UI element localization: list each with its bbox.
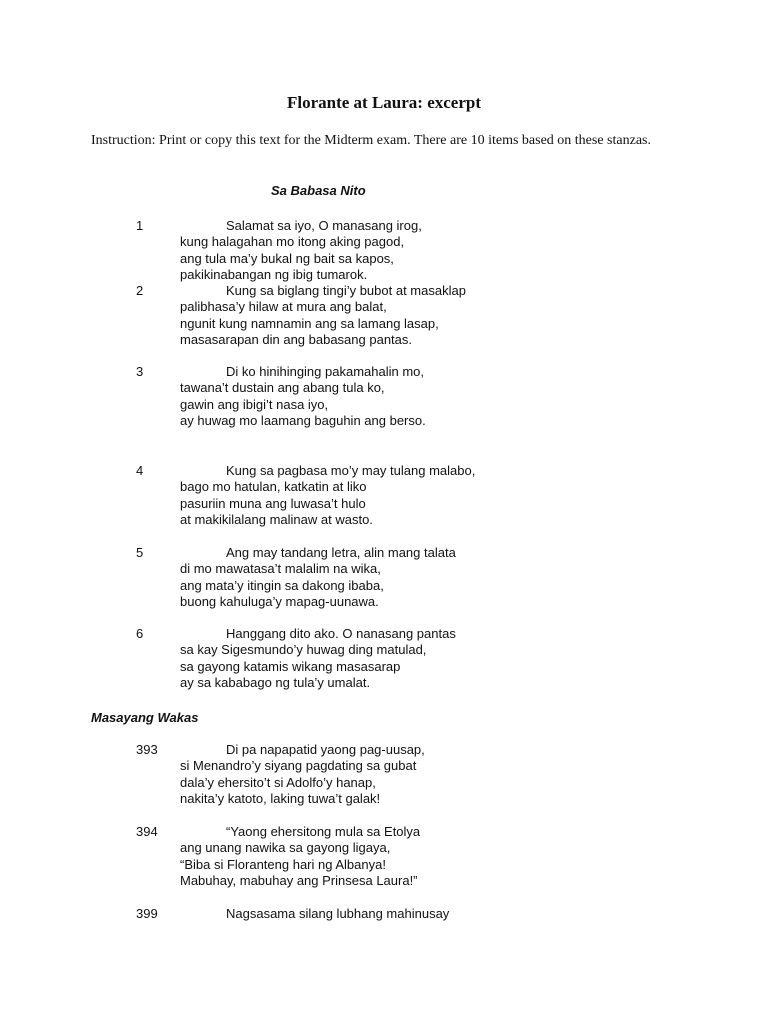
stanza-line: sa kay Sigesmundo’y huwag ding matulad, (180, 642, 427, 658)
stanza-line: gawin ang ibigi’t nasa iyo, (180, 396, 329, 412)
stanza-number: 399 (136, 906, 158, 921)
stanza-1 (180, 218, 422, 283)
instruction-text: Instruction: Print or copy this text for the Midterm exam. There are 10 items based on these stanzas. (91, 133, 651, 148)
stanza-line: Nagsasama silang lubhang mahinusay (226, 906, 450, 921)
stanza-line: nakita’y katoto, laking tuwa’t galak! (180, 790, 381, 806)
stanza-line: ang tula ma’y bukal ng bait sa kapos, (180, 250, 394, 266)
document-title: Florante at Laura: excerpt (286, 93, 482, 112)
stanza-line: masasarapan din ang babasang pantas. (180, 331, 413, 347)
stanza-number: 3 (136, 364, 144, 379)
stanza-4 (180, 463, 475, 528)
stanza-number: 394 (136, 824, 158, 839)
stanza-line: dala’y ehersito’t si Adolfo’y hanap, (180, 774, 376, 790)
stanza-line: palibhasa’y hilaw at mura ang balat, (180, 299, 387, 315)
stanza-3 (180, 364, 426, 429)
stanza-line: pasuriin muna ang luwasa’t hulo (180, 495, 366, 511)
stanza-line: buong kahuluga’y mapag-uunawa. (180, 593, 379, 609)
stanza-number: 393 (136, 742, 158, 757)
stanza-line: ngunit kung namnamin ang sa lamang lasap, (180, 315, 439, 331)
section-heading-sa-babasa-nito: Sa Babasa Nito (271, 183, 366, 198)
stanza-6 (180, 626, 456, 691)
stanza-399 (180, 906, 449, 922)
stanza-line: Di pa napapatid yaong pag-uusap, (226, 742, 425, 757)
stanza-2 (180, 283, 466, 348)
stanza-number: 2 (136, 283, 144, 298)
stanza-line: Salamat sa iyo, O manasang irog, (226, 218, 422, 233)
stanza-line: “Biba si Floranteng hari ng Albanya! (180, 856, 386, 872)
stanza-number: 4 (136, 463, 144, 478)
stanza-line: Kung sa pagbasa mo’y may tulang malabo, (226, 463, 476, 478)
stanza-line: ang mata’y itingin sa dakong ibaba, (180, 577, 384, 593)
stanza-line: ang unang nawika sa gayong ligaya, (180, 840, 391, 856)
stanza-line: Hanggang dito ako. O nanasang pantas (226, 626, 456, 641)
section-heading-masayang-wakas: Masayang Wakas (91, 710, 199, 725)
stanza-line: si Menandro’y siyang pagdating sa gubat (180, 758, 417, 774)
stanza-line: Ang may tandang letra, alin mang talata (226, 545, 456, 560)
stanza-393 (180, 742, 425, 807)
stanza-5 (180, 545, 456, 610)
stanza-line: kung halagahan mo itong aking pagod, (180, 234, 405, 250)
stanza-line: “Yaong ehersitong mula sa Etolya (226, 824, 421, 839)
stanza-number: 6 (136, 626, 144, 641)
stanza-line: Mabuhay, mabuhay ang Prinsesa Laura!” (180, 872, 418, 888)
stanza-line: at makikilalang malinaw at wasto. (180, 511, 373, 527)
stanza-394 (180, 824, 420, 889)
stanza-line: bago mo hatulan, katkatin at liko (180, 479, 367, 495)
stanza-line: ay huwag mo laamang baguhin ang berso. (180, 412, 426, 428)
stanza-number: 5 (136, 545, 144, 560)
stanza-line: sa gayong katamis wikang masasarap (180, 658, 401, 674)
stanza-line: Kung sa biglang tingi’y bubot at masaklap (226, 283, 466, 298)
stanza-number: 1 (136, 218, 144, 233)
stanza-line: tawana’t dustain ang abang tula ko, (180, 380, 385, 396)
stanza-line: ay sa kababago ng tula’y umalat. (180, 674, 371, 690)
stanza-line: di mo mawatasa’t malalim na wika, (180, 561, 381, 577)
stanza-line: pakikinabangan ng ibig tumarok. (180, 266, 368, 282)
stanza-line: Di ko hinihinging pakamahalin mo, (226, 364, 425, 379)
